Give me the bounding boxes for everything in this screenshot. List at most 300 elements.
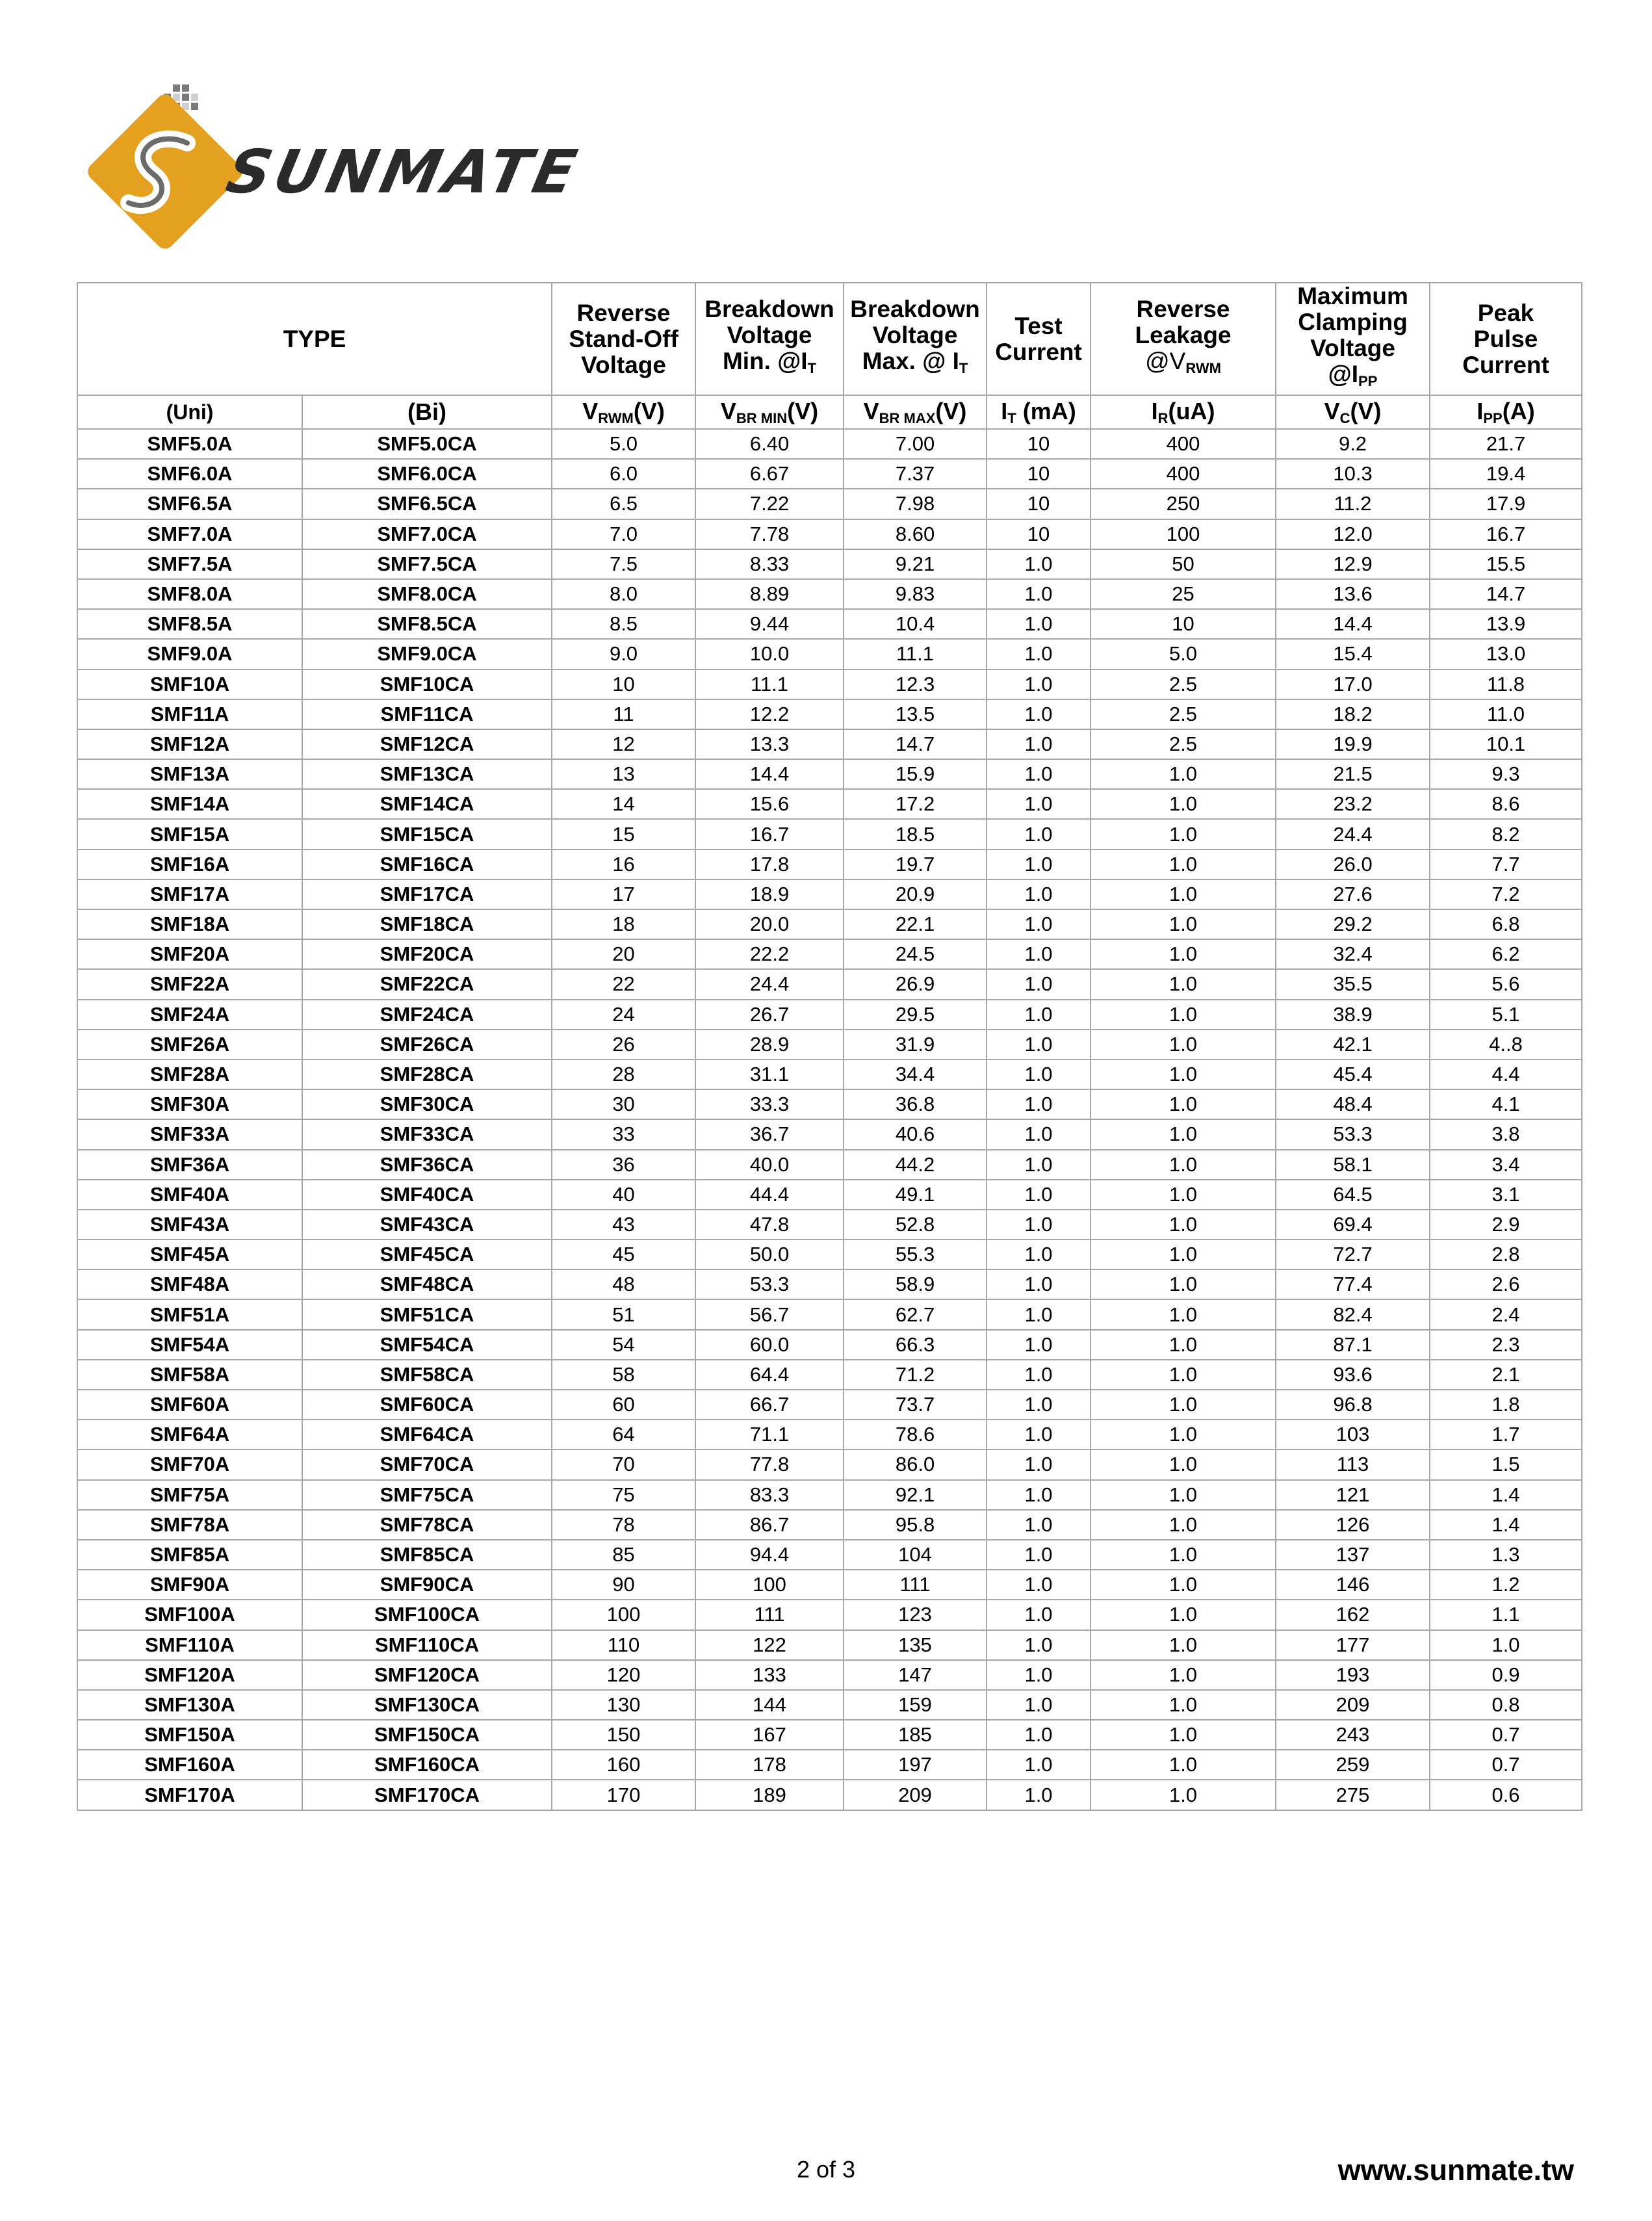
vbr-min-cell: 189 xyxy=(695,1780,844,1810)
vbr-min-cell: 11.1 xyxy=(695,669,844,699)
vrwm-cell: 150 xyxy=(552,1720,695,1750)
test-current-cell: 1.0 xyxy=(987,1480,1091,1510)
vbr-min-cell: 77.8 xyxy=(695,1449,844,1479)
vrwm-cell: 9.0 xyxy=(552,639,695,669)
table-row xyxy=(77,1360,1582,1390)
clamping-voltage-cell: 24.4 xyxy=(1276,819,1430,849)
peak-current-cell: 2.9 xyxy=(1430,1210,1582,1240)
clamping-voltage-cell: 38.9 xyxy=(1276,1000,1430,1030)
test-current-cell: 1.0 xyxy=(987,1089,1091,1119)
table-row xyxy=(77,1660,1582,1690)
clamping-voltage-cell: 32.4 xyxy=(1276,939,1430,969)
clamping-voltage-cell: 12.0 xyxy=(1276,519,1430,549)
uni-part-cell: SMF45A xyxy=(77,1240,302,1269)
clamping-voltage-cell: 9.2 xyxy=(1276,429,1430,459)
vbr-max-cell: 29.5 xyxy=(844,1000,987,1030)
vrwm-cell: 10 xyxy=(552,669,695,699)
clamping-voltage-cell: 21.5 xyxy=(1276,759,1430,789)
uni-part-cell: SMF33A xyxy=(77,1119,302,1149)
table-row xyxy=(77,489,1582,519)
bi-part-cell: SMF15CA xyxy=(302,819,552,849)
test-current-cell: 1.0 xyxy=(987,879,1091,909)
table-row xyxy=(77,819,1582,849)
clamping-voltage-cell: 72.7 xyxy=(1276,1240,1430,1269)
vbr-min-cell: 6.67 xyxy=(695,459,844,489)
clamping-voltage-cell: 121 xyxy=(1276,1480,1430,1510)
vrwm-cell: 30 xyxy=(552,1089,695,1119)
vbr-min-cell: 28.9 xyxy=(695,1030,844,1059)
vbr-min-unit: $V_{BR MIN}(V)$ xyxy=(695,395,844,429)
peak-current-cell: 8.2 xyxy=(1430,819,1582,849)
vbr-max-cell: 92.1 xyxy=(844,1480,987,1510)
clamping-voltage-cell: 259 xyxy=(1276,1750,1430,1780)
leakage-cell: 1.0 xyxy=(1091,819,1276,849)
vbr-max-cell: 18.5 xyxy=(844,819,987,849)
test-current-cell: 1.0 xyxy=(987,1240,1091,1269)
uni-part-cell: SMF90A xyxy=(77,1570,302,1600)
bi-part-cell: SMF28CA xyxy=(302,1059,552,1089)
test-current-cell: 1.0 xyxy=(987,1540,1091,1570)
vbr-min-cell: 122 xyxy=(695,1630,844,1660)
bi-part-cell: SMF22CA xyxy=(302,969,552,999)
peak-current-cell: 0.6 xyxy=(1430,1780,1582,1810)
test-current-cell: 1.0 xyxy=(987,1210,1091,1240)
clamping-voltage-cell: 162 xyxy=(1276,1600,1430,1630)
test-current-cell: 1.0 xyxy=(987,1360,1091,1390)
leakage-cell: 1.0 xyxy=(1091,1480,1276,1510)
vrwm-cell: 130 xyxy=(552,1690,695,1720)
clamping-voltage-cell: 243 xyxy=(1276,1720,1430,1750)
vrwm-cell: 15 xyxy=(552,819,695,849)
uni-part-cell: SMF10A xyxy=(77,669,302,699)
brand-wordmark: SUNMATE xyxy=(220,136,586,207)
table-row xyxy=(77,1390,1582,1420)
table-row xyxy=(77,459,1582,489)
bi-label: (Bi) xyxy=(302,395,552,429)
leakage-cell: 1.0 xyxy=(1091,1240,1276,1269)
vbr-min-cell: 33.3 xyxy=(695,1089,844,1119)
vrwm-cell: 70 xyxy=(552,1449,695,1479)
test-current-cell: 1.0 xyxy=(987,1330,1091,1360)
test-current-cell: 1.0 xyxy=(987,1390,1091,1420)
leakage-cell: 1.0 xyxy=(1091,1690,1276,1720)
bi-part-cell: SMF51CA xyxy=(302,1299,552,1329)
vbr-min-cell: 94.4 xyxy=(695,1540,844,1570)
uni-part-cell: SMF51A xyxy=(77,1299,302,1329)
clamping-voltage-cell: 209 xyxy=(1276,1690,1430,1720)
uni-part-cell: SMF6.0A xyxy=(77,459,302,489)
uni-part-cell: SMF22A xyxy=(77,969,302,999)
vrwm-cell: 60 xyxy=(552,1390,695,1420)
vbr-max-cell: 123 xyxy=(844,1600,987,1630)
bi-part-cell: SMF58CA xyxy=(302,1360,552,1390)
test-current-cell: 1.0 xyxy=(987,1750,1091,1780)
uni-part-cell: SMF30A xyxy=(77,1089,302,1119)
leakage-cell: 1.0 xyxy=(1091,1330,1276,1360)
leakage-cell: 1.0 xyxy=(1091,1540,1276,1570)
leakage-cell: 1.0 xyxy=(1091,969,1276,999)
uni-part-cell: SMF64A xyxy=(77,1420,302,1449)
vrwm-cell: 120 xyxy=(552,1660,695,1690)
table-row xyxy=(77,939,1582,969)
clamping-voltage-cell: 64.5 xyxy=(1276,1180,1430,1210)
vbr-min-cell: 8.33 xyxy=(695,549,844,579)
vc-unit: $V_C(V)$ xyxy=(1276,395,1430,429)
uni-part-cell: SMF48A xyxy=(77,1269,302,1299)
peak-current-cell: 10.1 xyxy=(1430,729,1582,759)
peak-current-cell: 1.4 xyxy=(1430,1480,1582,1510)
uni-part-cell: SMF160A xyxy=(77,1750,302,1780)
bi-part-cell: SMF9.0CA xyxy=(302,639,552,669)
vbr-min-cell: 17.8 xyxy=(695,850,844,879)
vbr-min-cell: 66.7 xyxy=(695,1390,844,1420)
bi-part-cell: SMF8.0CA xyxy=(302,579,552,609)
clamping-voltage-cell: 58.1 xyxy=(1276,1150,1430,1180)
vbr-max-cell: 13.5 xyxy=(844,699,987,729)
vrwm-cell: 6.5 xyxy=(552,489,695,519)
test-current-cell: 1.0 xyxy=(987,1630,1091,1660)
clamping-voltage-cell: 14.4 xyxy=(1276,609,1430,639)
bi-part-cell: SMF40CA xyxy=(302,1180,552,1210)
test-current-cell: 1.0 xyxy=(987,609,1091,639)
table-row xyxy=(77,1480,1582,1510)
vbr-max-cell: 40.6 xyxy=(844,1119,987,1149)
units-row xyxy=(77,395,1582,429)
test-current-cell: 1.0 xyxy=(987,1180,1091,1210)
vbr-max-cell: 95.8 xyxy=(844,1510,987,1540)
vbr-min-cell: 7.78 xyxy=(695,519,844,549)
test-current-cell: 1.0 xyxy=(987,729,1091,759)
vbr-min-cell: 111 xyxy=(695,1600,844,1630)
clamping-voltage-cell: 137 xyxy=(1276,1540,1430,1570)
table-row xyxy=(77,519,1582,549)
test-current-cell: 1.0 xyxy=(987,789,1091,819)
vrwm-cell: 8.5 xyxy=(552,609,695,639)
table-row xyxy=(77,1540,1582,1570)
clamping-voltage-cell: 29.2 xyxy=(1276,909,1430,939)
clamping-voltage-cell: 45.4 xyxy=(1276,1059,1430,1089)
vbr-min-cell: 10.0 xyxy=(695,639,844,669)
test-current-cell: 1.0 xyxy=(987,699,1091,729)
leakage-cell: 5.0 xyxy=(1091,639,1276,669)
vbr-min-cell: 36.7 xyxy=(695,1119,844,1149)
vbr-min-cell: 167 xyxy=(695,1720,844,1750)
peak-current-cell: 4..8 xyxy=(1430,1030,1582,1059)
vbr-min-cell: 47.8 xyxy=(695,1210,844,1240)
bi-part-cell: SMF110CA xyxy=(302,1630,552,1660)
vbr-max-cell: 147 xyxy=(844,1660,987,1690)
vbr-max-cell: 197 xyxy=(844,1750,987,1780)
table-row xyxy=(77,1299,1582,1329)
peak-current-cell: 2.6 xyxy=(1430,1269,1582,1299)
leakage-cell: 1.0 xyxy=(1091,1780,1276,1810)
peak-current-cell: 15.5 xyxy=(1430,549,1582,579)
table-row xyxy=(77,1630,1582,1660)
clamping-voltage-cell: 103 xyxy=(1276,1420,1430,1449)
table-row xyxy=(77,1330,1582,1360)
table-row xyxy=(77,850,1582,879)
vbr-min-cell: 22.2 xyxy=(695,939,844,969)
peak-current-cell: 8.6 xyxy=(1430,789,1582,819)
test-current-cell: 1.0 xyxy=(987,669,1091,699)
test-current-cell: 1.0 xyxy=(987,939,1091,969)
leakage-cell: 1.0 xyxy=(1091,1059,1276,1089)
vbr-min-cell: 44.4 xyxy=(695,1180,844,1210)
vbr-max-cell: 62.7 xyxy=(844,1299,987,1329)
vbr-min-cell: 18.9 xyxy=(695,879,844,909)
clamping-voltage-cell: 93.6 xyxy=(1276,1360,1430,1390)
vbr-max-cell: 22.1 xyxy=(844,909,987,939)
table-row xyxy=(77,1449,1582,1479)
clamping-voltage-cell: 42.1 xyxy=(1276,1030,1430,1059)
vbr-min-cell: 9.44 xyxy=(695,609,844,639)
peak-current-cell: 5.6 xyxy=(1430,969,1582,999)
leakage-cell: 1.0 xyxy=(1091,1030,1276,1059)
table-row xyxy=(77,1570,1582,1600)
peak-current-cell: 17.9 xyxy=(1430,489,1582,519)
uni-part-cell: SMF9.0A xyxy=(77,639,302,669)
uni-part-cell: SMF120A xyxy=(77,1660,302,1690)
test-current-cell: 1.0 xyxy=(987,1780,1091,1810)
table-row xyxy=(77,879,1582,909)
vrwm-cell: 13 xyxy=(552,759,695,789)
uni-part-cell: SMF17A xyxy=(77,879,302,909)
uni-part-cell: SMF8.5A xyxy=(77,609,302,639)
vrwm-cell: 36 xyxy=(552,1150,695,1180)
vbr-min-cell: 50.0 xyxy=(695,1240,844,1269)
uni-part-cell: SMF26A xyxy=(77,1030,302,1059)
bi-part-cell: SMF8.5CA xyxy=(302,609,552,639)
reverse-leakage-header: Reverse Leakage $@V_{RWM}$ xyxy=(1091,283,1276,395)
uni-part-cell: SMF6.5A xyxy=(77,489,302,519)
leakage-cell: 400 xyxy=(1091,459,1276,489)
vbr-min-cell: 13.3 xyxy=(695,729,844,759)
vbr-max-cell: 12.3 xyxy=(844,669,987,699)
peak-current-cell: 5.1 xyxy=(1430,1000,1582,1030)
clamping-voltage-cell: 146 xyxy=(1276,1570,1430,1600)
peak-current-cell: 1.5 xyxy=(1430,1449,1582,1479)
leakage-cell: 1.0 xyxy=(1091,1570,1276,1600)
vrwm-cell: 28 xyxy=(552,1059,695,1089)
leakage-cell: 400 xyxy=(1091,429,1276,459)
uni-part-cell: SMF70A xyxy=(77,1449,302,1479)
clamping-voltage-cell: 48.4 xyxy=(1276,1089,1430,1119)
peak-current-cell: 6.2 xyxy=(1430,939,1582,969)
table-row xyxy=(77,759,1582,789)
leakage-cell: 1.0 xyxy=(1091,1750,1276,1780)
clamping-voltage-cell: 19.9 xyxy=(1276,729,1430,759)
vbr-max-cell: 8.60 xyxy=(844,519,987,549)
clamping-voltage-cell: 11.2 xyxy=(1276,489,1430,519)
table-row xyxy=(77,1690,1582,1720)
table-row xyxy=(77,1780,1582,1810)
clamping-voltage-cell: 10.3 xyxy=(1276,459,1430,489)
peak-current-cell: 1.8 xyxy=(1430,1390,1582,1420)
vbr-max-cell: 111 xyxy=(844,1570,987,1600)
uni-part-cell: SMF43A xyxy=(77,1210,302,1240)
test-current-cell: 1.0 xyxy=(987,1510,1091,1540)
bi-part-cell: SMF26CA xyxy=(302,1030,552,1059)
peak-current-cell: 2.8 xyxy=(1430,1240,1582,1269)
peak-current-cell: 19.4 xyxy=(1430,459,1582,489)
test-current-cell: 1.0 xyxy=(987,759,1091,789)
clamping-voltage-cell: 69.4 xyxy=(1276,1210,1430,1240)
table-row xyxy=(77,1420,1582,1449)
bi-part-cell: SMF45CA xyxy=(302,1240,552,1269)
vrwm-cell: 20 xyxy=(552,939,695,969)
bi-part-cell: SMF6.5CA xyxy=(302,489,552,519)
clamping-voltage-cell: 35.5 xyxy=(1276,969,1430,999)
table-row xyxy=(77,1030,1582,1059)
uni-part-cell: SMF13A xyxy=(77,759,302,789)
test-current-cell: 10 xyxy=(987,519,1091,549)
test-current-cell: 1.0 xyxy=(987,909,1091,939)
vrwm-cell: 48 xyxy=(552,1269,695,1299)
bi-part-cell: SMF43CA xyxy=(302,1210,552,1240)
vrwm-cell: 58 xyxy=(552,1360,695,1390)
vbr-min-cell: 56.7 xyxy=(695,1299,844,1329)
vbr-max-cell: 55.3 xyxy=(844,1240,987,1269)
website-url: www.sunmate.tw xyxy=(1337,2153,1574,2187)
peak-current-cell: 9.3 xyxy=(1430,759,1582,789)
peak-current-cell: 2.4 xyxy=(1430,1299,1582,1329)
table-row xyxy=(77,1000,1582,1030)
table-row xyxy=(77,1210,1582,1240)
bi-part-cell: SMF70CA xyxy=(302,1449,552,1479)
leakage-cell: 1.0 xyxy=(1091,1089,1276,1119)
test-current-cell: 1.0 xyxy=(987,549,1091,579)
vbr-min-cell: 60.0 xyxy=(695,1330,844,1360)
vbr-min-cell: 133 xyxy=(695,1660,844,1690)
uni-part-cell: SMF7.5A xyxy=(77,549,302,579)
uni-part-cell: SMF60A xyxy=(77,1390,302,1420)
peak-current-cell: 4.1 xyxy=(1430,1089,1582,1119)
table-row xyxy=(77,1059,1582,1089)
vbr-max-cell: 44.2 xyxy=(844,1150,987,1180)
vrwm-cell: 14 xyxy=(552,789,695,819)
peak-current-cell: 3.1 xyxy=(1430,1180,1582,1210)
bi-part-cell: SMF30CA xyxy=(302,1089,552,1119)
uni-part-cell: SMF12A xyxy=(77,729,302,759)
leakage-cell: 1.0 xyxy=(1091,1720,1276,1750)
vrwm-cell: 12 xyxy=(552,729,695,759)
vbr-min-cell: 24.4 xyxy=(695,969,844,999)
reverse-standoff-header: Reverse Stand-Off Voltage xyxy=(552,283,695,395)
vrwm-cell: 43 xyxy=(552,1210,695,1240)
table-row xyxy=(77,1119,1582,1149)
table-row xyxy=(77,1240,1582,1269)
vbr-max-unit: $V_{BR MAX}(V)$ xyxy=(844,395,987,429)
peak-current-cell: 11.0 xyxy=(1430,699,1582,729)
vrwm-cell: 160 xyxy=(552,1750,695,1780)
peak-current-cell: 0.7 xyxy=(1430,1720,1582,1750)
uni-part-cell: SMF110A xyxy=(77,1630,302,1660)
test-current-cell: 1.0 xyxy=(987,1420,1091,1449)
vbr-min-cell: 31.1 xyxy=(695,1059,844,1089)
vbr-max-cell: 10.4 xyxy=(844,609,987,639)
uni-part-cell: SMF8.0A xyxy=(77,579,302,609)
vbr-min-cell: 40.0 xyxy=(695,1150,844,1180)
peak-current-cell: 13.0 xyxy=(1430,639,1582,669)
spec-body xyxy=(77,429,1582,1810)
bi-part-cell: SMF150CA xyxy=(302,1720,552,1750)
uni-part-cell: SMF100A xyxy=(77,1600,302,1630)
header-row xyxy=(77,283,1582,395)
vrwm-cell: 7.0 xyxy=(552,519,695,549)
leakage-cell: 1.0 xyxy=(1091,1000,1276,1030)
leakage-cell: 1.0 xyxy=(1091,1180,1276,1210)
vrwm-cell: 78 xyxy=(552,1510,695,1540)
test-current-cell: 1.0 xyxy=(987,1000,1091,1030)
test-current-cell: 1.0 xyxy=(987,1570,1091,1600)
bi-part-cell: SMF20CA xyxy=(302,939,552,969)
peak-current-cell: 7.7 xyxy=(1430,850,1582,879)
clamping-voltage-cell: 77.4 xyxy=(1276,1269,1430,1299)
vrwm-cell: 100 xyxy=(552,1600,695,1630)
vbr-min-cell: 12.2 xyxy=(695,699,844,729)
vbr-max-cell: 20.9 xyxy=(844,879,987,909)
clamping-voltage-cell: 275 xyxy=(1276,1780,1430,1810)
table-row xyxy=(77,1720,1582,1750)
bi-part-cell: SMF120CA xyxy=(302,1660,552,1690)
peak-current-cell: 1.1 xyxy=(1430,1600,1582,1630)
clamping-voltage-cell: 13.6 xyxy=(1276,579,1430,609)
bi-part-cell: SMF36CA xyxy=(302,1150,552,1180)
peak-current-cell: 1.0 xyxy=(1430,1630,1582,1660)
bi-part-cell: SMF100CA xyxy=(302,1600,552,1630)
vbr-max-cell: 24.5 xyxy=(844,939,987,969)
peak-current-cell: 4.4 xyxy=(1430,1059,1582,1089)
vbr-max-cell: 31.9 xyxy=(844,1030,987,1059)
bi-part-cell: SMF54CA xyxy=(302,1330,552,1360)
peak-current-cell: 11.8 xyxy=(1430,669,1582,699)
test-current-cell: 1.0 xyxy=(987,1299,1091,1329)
it-unit: $I_T$ (mA) xyxy=(987,395,1091,429)
vbr-max-cell: 66.3 xyxy=(844,1330,987,1360)
leakage-cell: 2.5 xyxy=(1091,729,1276,759)
table-row xyxy=(77,909,1582,939)
uni-part-cell: SMF5.0A xyxy=(77,429,302,459)
bi-part-cell: SMF33CA xyxy=(302,1119,552,1149)
vbr-max-cell: 26.9 xyxy=(844,969,987,999)
leakage-cell: 1.0 xyxy=(1091,1600,1276,1630)
uni-part-cell: SMF170A xyxy=(77,1780,302,1810)
clamping-voltage-cell: 26.0 xyxy=(1276,850,1430,879)
test-current-cell: 1.0 xyxy=(987,1720,1091,1750)
table-row xyxy=(77,969,1582,999)
vrwm-cell: 22 xyxy=(552,969,695,999)
clamping-voltage-cell: 15.4 xyxy=(1276,639,1430,669)
vbr-min-cell: 86.7 xyxy=(695,1510,844,1540)
clamping-voltage-cell: 17.0 xyxy=(1276,669,1430,699)
table-row xyxy=(77,579,1582,609)
vbr-max-cell: 78.6 xyxy=(844,1420,987,1449)
vrwm-cell: 5.0 xyxy=(552,429,695,459)
uni-part-cell: SMF85A xyxy=(77,1540,302,1570)
peak-current-cell: 16.7 xyxy=(1430,519,1582,549)
table-row xyxy=(77,1510,1582,1540)
test-current-cell: 1.0 xyxy=(987,1660,1091,1690)
peak-current-cell: 2.3 xyxy=(1430,1330,1582,1360)
uni-part-cell: SMF58A xyxy=(77,1360,302,1390)
table-row xyxy=(77,729,1582,759)
ipp-unit: $I_{PP}(A)$ xyxy=(1430,395,1582,429)
vrwm-cell: 90 xyxy=(552,1570,695,1600)
vbr-max-cell: 104 xyxy=(844,1540,987,1570)
clamping-voltage-cell: 23.2 xyxy=(1276,789,1430,819)
vrwm-cell: 64 xyxy=(552,1420,695,1449)
uni-part-cell: SMF28A xyxy=(77,1059,302,1089)
